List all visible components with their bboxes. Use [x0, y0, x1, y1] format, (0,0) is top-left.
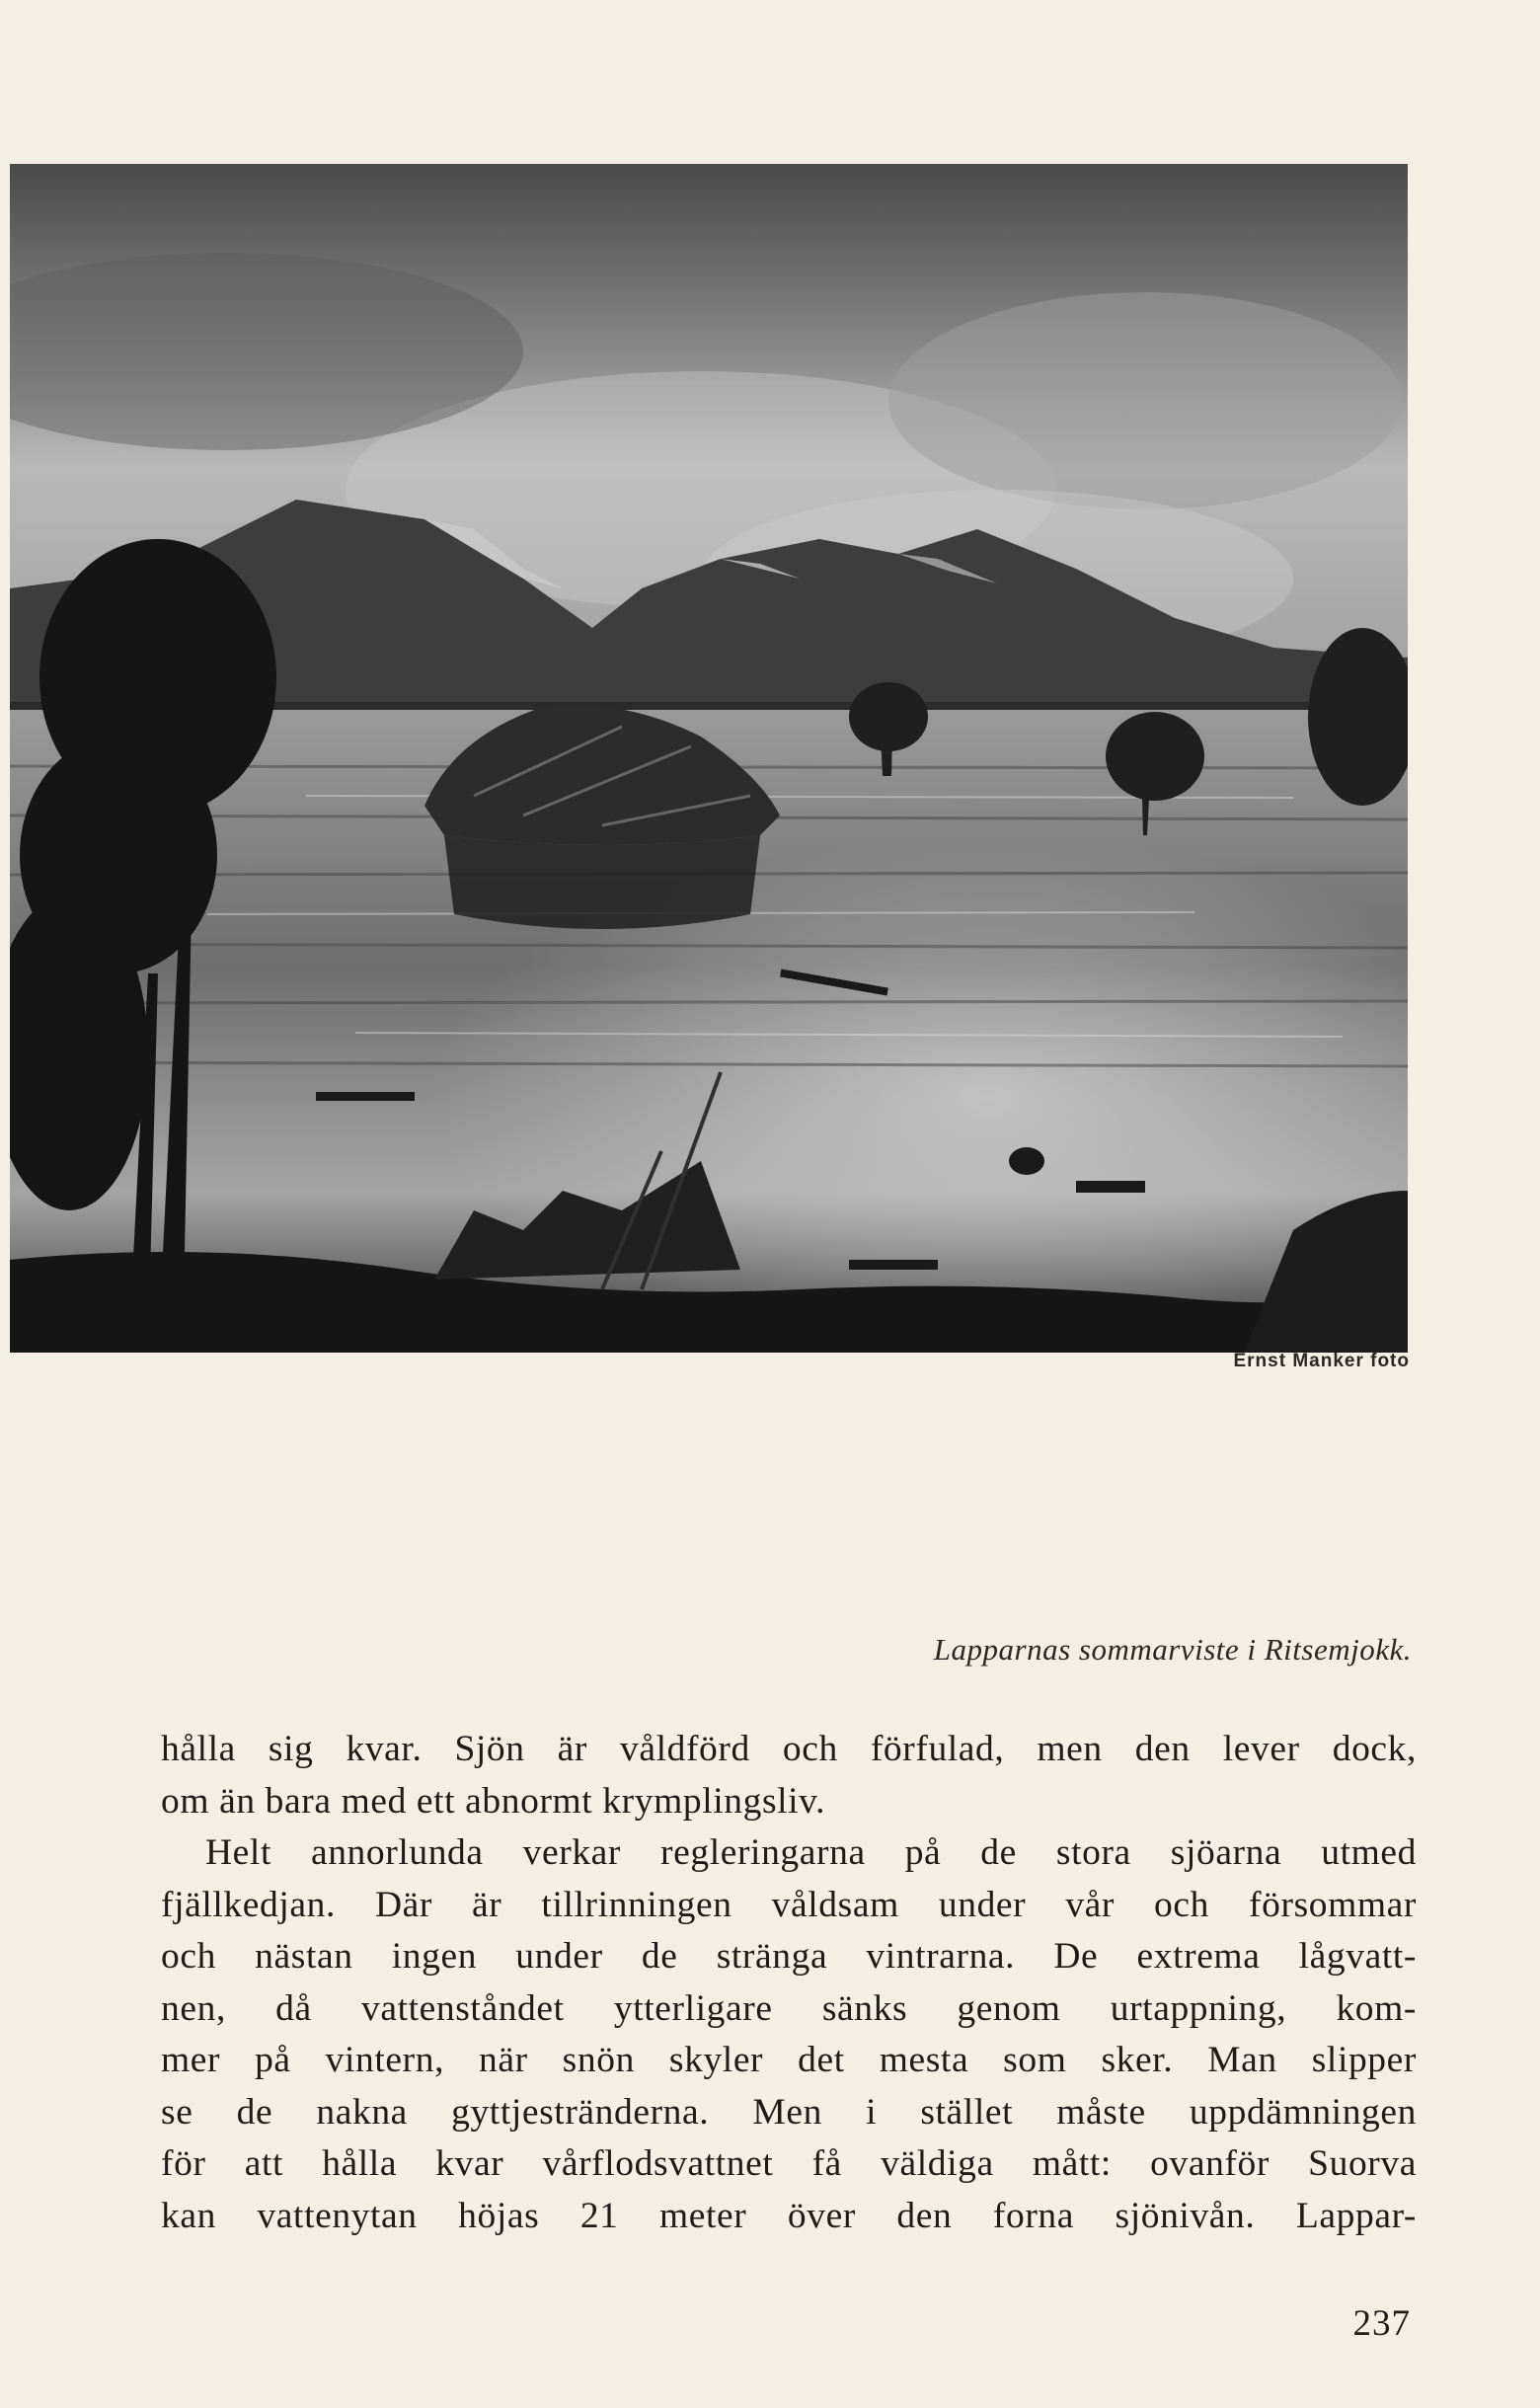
- text-line: och nästan ingen under de stränga vintrarna. De extrema lågvatt-: [161, 1936, 1417, 1977]
- text-line: för att hålla kvar vårflodsvattnet få väldiga mått: ovanför Suorva: [161, 2143, 1417, 2184]
- text-line: se de nakna gyttjestränderna. Men i stället måste uppdämningen: [161, 2091, 1417, 2133]
- text-line: hålla sig kvar. Sjön är våldförd och förfulad, men den lever dock,: [161, 1729, 1417, 1769]
- body-paragraph: [161, 1724, 1417, 2242]
- photo-caption: Lapparnas sommarviste i Ritsemjokk.: [933, 1632, 1412, 1667]
- photo-credit: Ernst Manker foto: [1233, 1351, 1410, 1371]
- page-number: 237: [1352, 2303, 1411, 2344]
- text-line: Helt annorlunda verkar regleringarna på de stora sjöarna utmed: [205, 1832, 1417, 1873]
- photo-landscape: [10, 164, 1408, 1353]
- text-line: nen, då vattenståndet ytterligare sänks genom urtappning, kom-: [161, 1987, 1417, 2029]
- text-line: kan vattenytan höjas 21 meter över den forna sjönivån. Lappar-: [161, 2195, 1417, 2236]
- text-line: om än bara med ett abnormt krymplingsliv.: [161, 1780, 826, 1822]
- text-line: fjällkedjan. Där är tillrinningen våldsam under vår och försommar: [161, 1884, 1417, 1925]
- text-line: mer på vintern, när snön skyler det mesta som sker. Man slipper: [161, 2040, 1417, 2080]
- lake-photograph: [10, 164, 1408, 1353]
